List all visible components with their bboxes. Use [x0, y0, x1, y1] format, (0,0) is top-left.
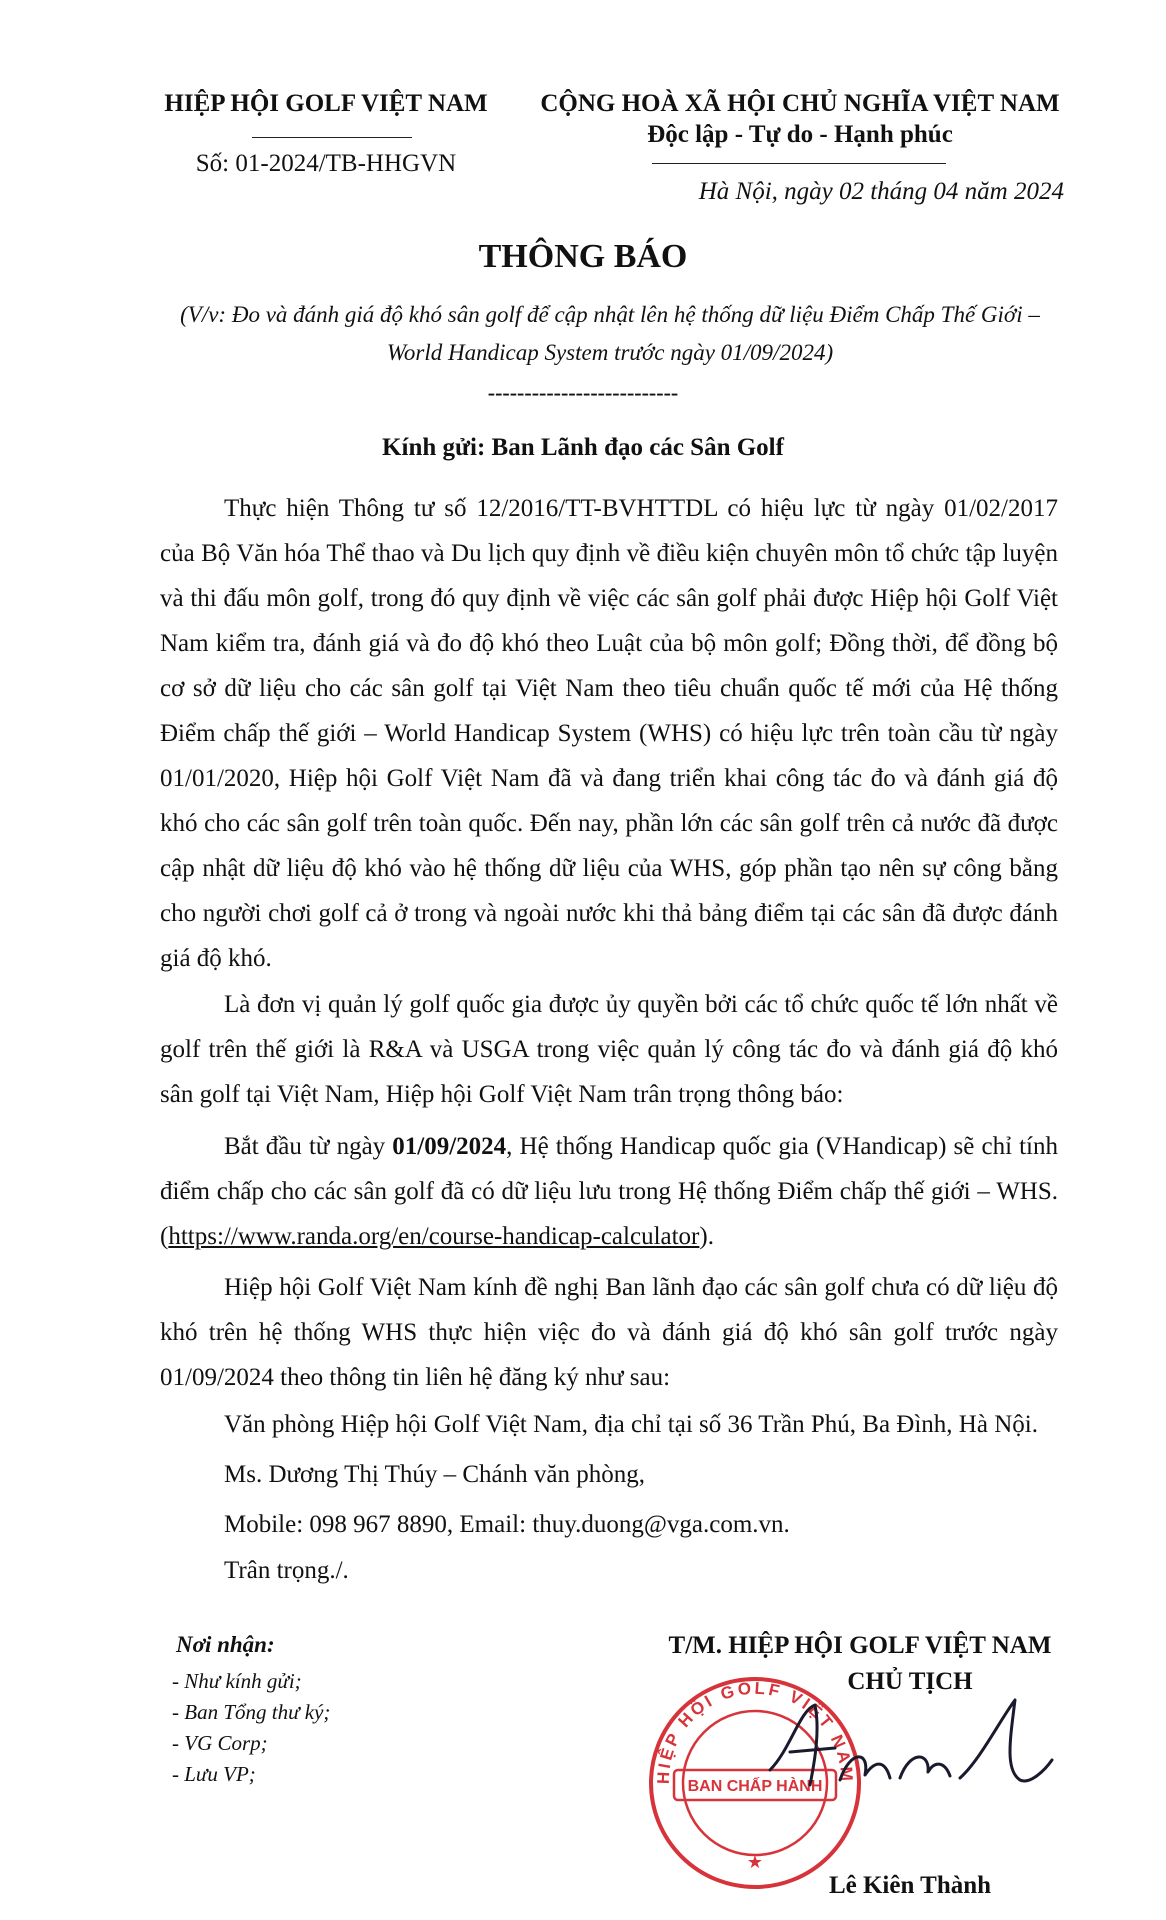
motto-underline: [652, 163, 946, 164]
seal-center-text: BAN CHẤP HÀNH: [687, 1778, 823, 1795]
paragraph-4: Hiệp hội Golf Việt Nam kính đề nghị Ban lãnh đạo các sân golf chưa có dữ liệu độ khó trên hệ thống WHS thực hiện việc đo và đánh giá độ khó sân golf trước ngày 01/09/2024 theo thông tin liên hệ đăng ký như sau:: [160, 1274, 1058, 1391]
paragraph-3: [160, 1124, 1058, 1259]
national-motto: Độc lập - Tự do - Hạnh phúc: [647, 121, 953, 148]
recipient-item: - Như kính gửi;: [172, 1669, 302, 1693]
document-title: THÔNG BÁO: [478, 238, 688, 275]
document-number: Số: 01-2024/TB-HHGVN: [195, 150, 457, 177]
seal-star-icon: ★: [746, 1852, 764, 1872]
closing: Trân trọng./.: [224, 1557, 349, 1584]
handwritten-signature-icon: [760, 1690, 1060, 1810]
signer-name: Lê Kiên Thành: [828, 1872, 992, 1899]
recipient-item: - Ban Tổng thư ký;: [172, 1700, 331, 1724]
contact-person: Ms. Dương Thị Thúy – Chánh văn phòng,: [224, 1461, 645, 1488]
recipients-list: [172, 1666, 330, 1790]
greeting: Kính gửi: Ban Lãnh đạo các Sân Golf: [382, 434, 784, 461]
recipient-item: - Lưu VP;: [172, 1762, 256, 1786]
paragraph-1: Thực hiện Thông tư số 12/2016/TT-BVHTTDL có hiệu lực từ ngày 01/02/2017 của Bộ Văn hóa Thể thao và Du lịch quy định về điều kiện chuyên môn tổ chức tập luyện và thi đấu môn golf, trong đó quy định về việc các sân golf phải được Hiệp hội Golf Việt Nam kiểm tra, đánh giá và đo độ khó theo Luật của bộ môn golf; Đồng thời, để đồng bộ cơ sở dữ liệu cho các sân golf tại Việt Nam theo tiêu chuẩn quốc tế mới của Hệ thống Điểm chấp thế giới – World Handicap System (WHS) có hiệu lực trên toàn cầu từ ngày 01/01/2020, Hiệp hội Golf Việt Nam đã và đang triển khai công tác đo và đánh giá độ khó cho các sân golf trên toàn quốc. Đến nay, phần lớn các sân golf trên cả nước đã được cập nhật dữ liệu độ khó vào hệ thống dữ liệu của WHS, góp phần tạo nên sự công bằng cho người chơi golf cả ở trong và ngoài nước khi thả bảng điểm tại các sân đã được đánh giá độ khó.: [160, 495, 1058, 972]
paragraph-3-rest: , Hệ thống Handicap quốc gia (VHandicap) sẽ chỉ tính điểm chấp cho các sân golf đã có dữ liệu lưu trong Hệ thống Điểm chấp thế giới – WHS. (: [160, 1133, 1058, 1250]
org-name: HIỆP HỘI GOLF VIỆT NAM: [164, 90, 488, 117]
recipient-item: - VG Corp;: [172, 1731, 268, 1755]
paragraph-3-end: ).: [699, 1223, 714, 1250]
subject-line-1: (V/v: Đo và đánh giá độ khó sân golf để cập nhật lên hệ thống dữ liệu Điểm Chấp Thế Giới –: [180, 302, 1040, 327]
signature-on-behalf: T/M. HIỆP HỘI GOLF VIỆT NAM: [668, 1632, 1052, 1659]
subject-line-2: World Handicap System trước ngày 01/09/2024): [386, 340, 834, 365]
place-date: Hà Nội, ngày 02 tháng 04 năm 2024: [698, 178, 1064, 205]
effective-date: 01/09/2024: [392, 1133, 507, 1160]
org-underline: [252, 137, 412, 138]
contact-office: Văn phòng Hiệp hội Golf Việt Nam, địa chỉ tại số 36 Trần Phú, Ba Đình, Hà Nội.: [224, 1411, 1038, 1438]
paragraph-2: Là đơn vị quản lý golf quốc gia được ủy quyền bởi các tổ chức quốc tế lớn nhất về golf trên thế giới là R&A và USGA trong việc quản lý công tác đo và đánh giá độ khó sân golf tại Việt Nam, Hiệp hội Golf Việt Nam trân trọng thông báo:: [160, 991, 1058, 1108]
seal-ring-text: HIỆP HỘI GOLF VIỆT NAM: [653, 1678, 857, 1785]
whs-link[interactable]: https://www.randa.org/en/course-handicap-calculator: [168, 1223, 700, 1250]
nation-name: CỘNG HOÀ XÃ HỘI CHỦ NGHĨA VIỆT NAM: [540, 90, 1060, 117]
signature-position: CHỦ TỊCH: [847, 1668, 973, 1695]
recipients-heading: Nơi nhận:: [176, 1632, 275, 1657]
contact-phone: Mobile: 098 967 8890, Email: thuy.duong@vga.com.vn.: [224, 1511, 790, 1538]
paragraph-3-start: Bắt đầu từ ngày: [224, 1133, 393, 1160]
title-separator: --------------------------: [487, 380, 679, 405]
